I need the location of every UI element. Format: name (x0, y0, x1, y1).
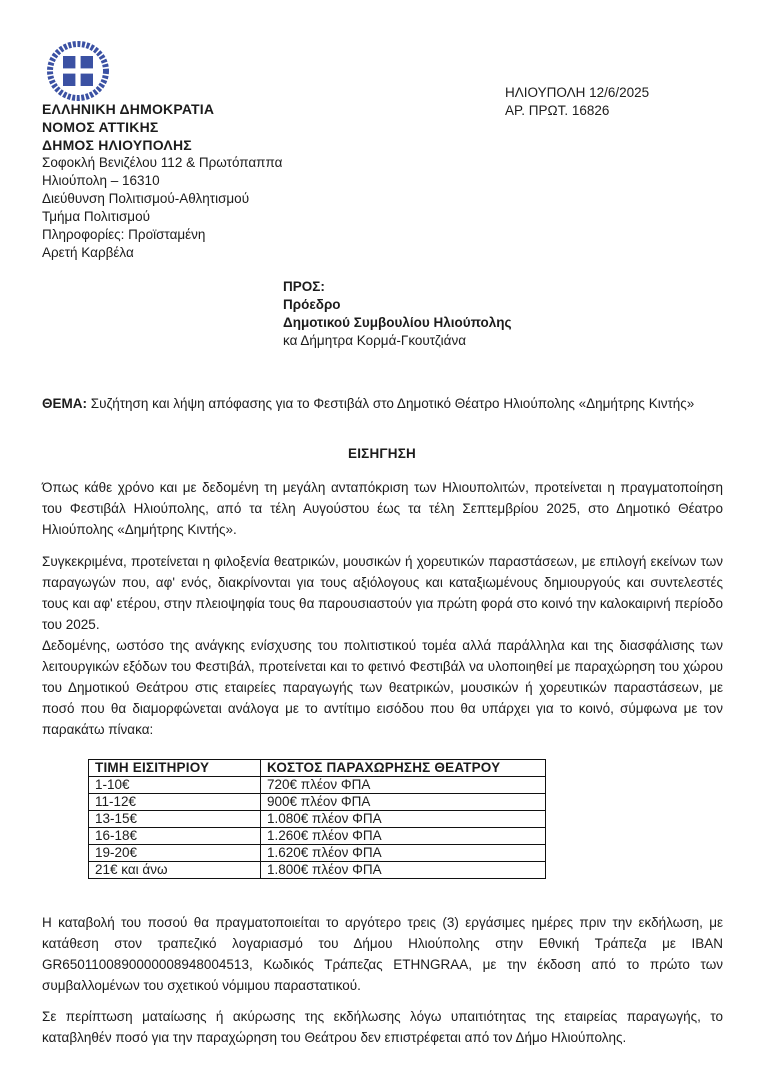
sender-letterhead (42, 100, 282, 262)
sender-contact-line: Πληροφορίες: Προϊσταμένη (42, 227, 206, 242)
theatre-cost-cell: 720€ πλέον ΦΠΑ (261, 777, 546, 794)
greek-national-emblem-icon (46, 40, 110, 102)
recipient-person: κα Δήμητρα Κορμά-Γκουτζιάνα (283, 333, 467, 348)
theatre-cost-cell: 1.800€ πλέον ΦΠΑ (261, 862, 546, 879)
subject-label: ΘΕΜΑ: (42, 396, 87, 411)
table-row (89, 828, 546, 845)
sender-country: ΕΛΛΗΝΙΚΗ ΔΗΜΟΚΡΑΤΙΑ (42, 101, 215, 117)
recipient-label: ΠΡΟΣ: (283, 279, 325, 294)
table-header-row (89, 760, 546, 777)
recipient-council: Δημοτικού Συμβουλίου Ηλιούπολης (283, 315, 512, 330)
subject-line (42, 394, 723, 415)
body-paragraph: Όπως κάθε χρόνο και με δεδομένη τη μεγάλη ανταπόκριση των Ηλιουπολιτών, προτείνεται η πραγματοποίηση του Φεστιβάλ Ηλιούπολης, από τα τέλη Αυγούστου έως τα τέλη Σεπτεμβρίου 2025, στο Δημοτικό Θέατρο Ηλιούπολης «Δημήτρης Κιντής». (42, 480, 723, 537)
reference-block (505, 84, 649, 119)
ticket-price-cell: 13-15€ (89, 811, 261, 828)
table-row (89, 777, 546, 794)
sender-municipality: ΔΗΜΟΣ ΗΛΙΟΥΠΟΛΗΣ (42, 137, 192, 153)
table-row (89, 845, 546, 862)
body-paragraph: Η καταβολή του ποσού θα πραγματοποιείται το αργότερο τρεις (3) εργάσιμες ημέρες πριν την εκδήλωση, με κατάθεση στον τραπεζικό λογαριασμό του Δήμου Ηλιούπολης στην Εθνική Τράπεζα με IBAN GR6501100890000008948004513, Κωδικός Τράπεζας ETHNGRAA, με την έκδοση από το πρώτο των συμβαλλομένων του σχετικού νόμιμου παραστατικού. (42, 915, 723, 993)
sender-address-line: Σοφοκλή Βενιζέλου 112 & Πρωτόπαππα (42, 155, 283, 170)
theatre-cost-cell: 1.620€ πλέον ΦΠΑ (261, 845, 546, 862)
sender-directorate-line: Διεύθυνση Πολιτισμού-Αθλητισμού (42, 191, 250, 206)
table-row (89, 811, 546, 828)
column-header-ticket-price: ΤΙΜΗ ΕΙΣΙΤΗΡΙΟΥ (89, 760, 261, 777)
recipient-block (283, 278, 512, 350)
theatre-cost-cell: 1.080€ πλέον ΦΠΑ (261, 811, 546, 828)
ticket-price-cell: 21€ και άνω (89, 862, 261, 879)
body-paragraph: Δεδομένης, ωστόσο της ανάγκης ενίσχυσης του πολιτιστικού τομέα αλλά παράλληλα και της διασφάλισης των λειτουργικών εξόδων του Φεστιβάλ, προτείνεται και το φετινό Φεστιβάλ να υλοποιηθεί με παραχώρηση του χώρου του Δημοτικού Θεάτρου στις εταιρείες παραγωγής των θεατρικών, μουσικών ή χορευτικών παραστάσεων, με ποσό που θα διαμορφώνεται ανάλογα με το αντίτιμο εισόδου που θα υπάρχει για το κοινό, σύμφωνα με τον παρακάτω πίνακα: (42, 638, 723, 737)
sender-department-line: Τμήμα Πολιτισμού (42, 209, 150, 224)
ticket-price-cell: 16-18€ (89, 828, 261, 845)
recipient-title: Πρόεδρο (283, 297, 341, 312)
protocol-number: ΑΡ. ΠΡΩΤ. 16826 (505, 102, 610, 118)
subject-text: Συζήτηση και λήψη απόφασης για το Φεστιβάλ στο Δημοτικό Θέατρο Ηλιούπολης «Δημήτρης Κιντής» (90, 396, 695, 411)
theatre-cost-cell: 900€ πλέον ΦΠΑ (261, 794, 546, 811)
place-date: ΗΛΙΟΥΠΟΛΗ 12/6/2025 (505, 85, 650, 100)
ticket-price-cell: 19-20€ (89, 845, 261, 862)
table-row (89, 794, 546, 811)
section-heading: ΕΙΣΗΓΗΣΗ (348, 446, 416, 461)
ticket-price-cell: 11-12€ (89, 794, 261, 811)
sender-city-line: Ηλιούπολη – 16310 (42, 173, 160, 188)
ticket-price-cell: 1-10€ (89, 777, 261, 794)
column-header-theatre-cost: ΚΟΣΤΟΣ ΠΑΡΑΧΩΡΗΣΗΣ ΘΕΑΤΡΟΥ (261, 760, 546, 777)
table-row (89, 862, 546, 879)
sender-contact-name: Αρετή Καρβέλα (42, 245, 134, 260)
body-paragraph: Σε περίπτωση ματαίωσης ή ακύρωσης της εκδήλωσης λόγω υπαιτιότητας της εταιρείας παραγωγής, το καταβληθέν ποσό για την παραχώρηση του Θεάτρου δεν επιστρέφεται από τον Δήμο Ηλιούπολης. (42, 1009, 723, 1045)
theatre-fee-table (88, 759, 546, 879)
theatre-cost-cell: 1.260€ πλέον ΦΠΑ (261, 828, 546, 845)
sender-prefecture: ΝΟΜΟΣ ΑΤΤΙΚΗΣ (42, 119, 159, 135)
body-paragraph: Συγκεκριμένα, προτείνεται η φιλοξενία θεατρικών, μουσικών ή χορευτικών παραστάσεων, με επιλογή εκείνων των παραγωγών που, αφ' ενός, διακρίνονται για τους αξιόλογους και καταξιωμένους δημιουργούς και συντελεστές τους και αφ' ετέρου, στην πλειοψηφία τους θα παρουσιαστούν για πρώτη φορά στο κοινό την καλοκαιρινή περίοδο του 2025. (42, 554, 723, 632)
